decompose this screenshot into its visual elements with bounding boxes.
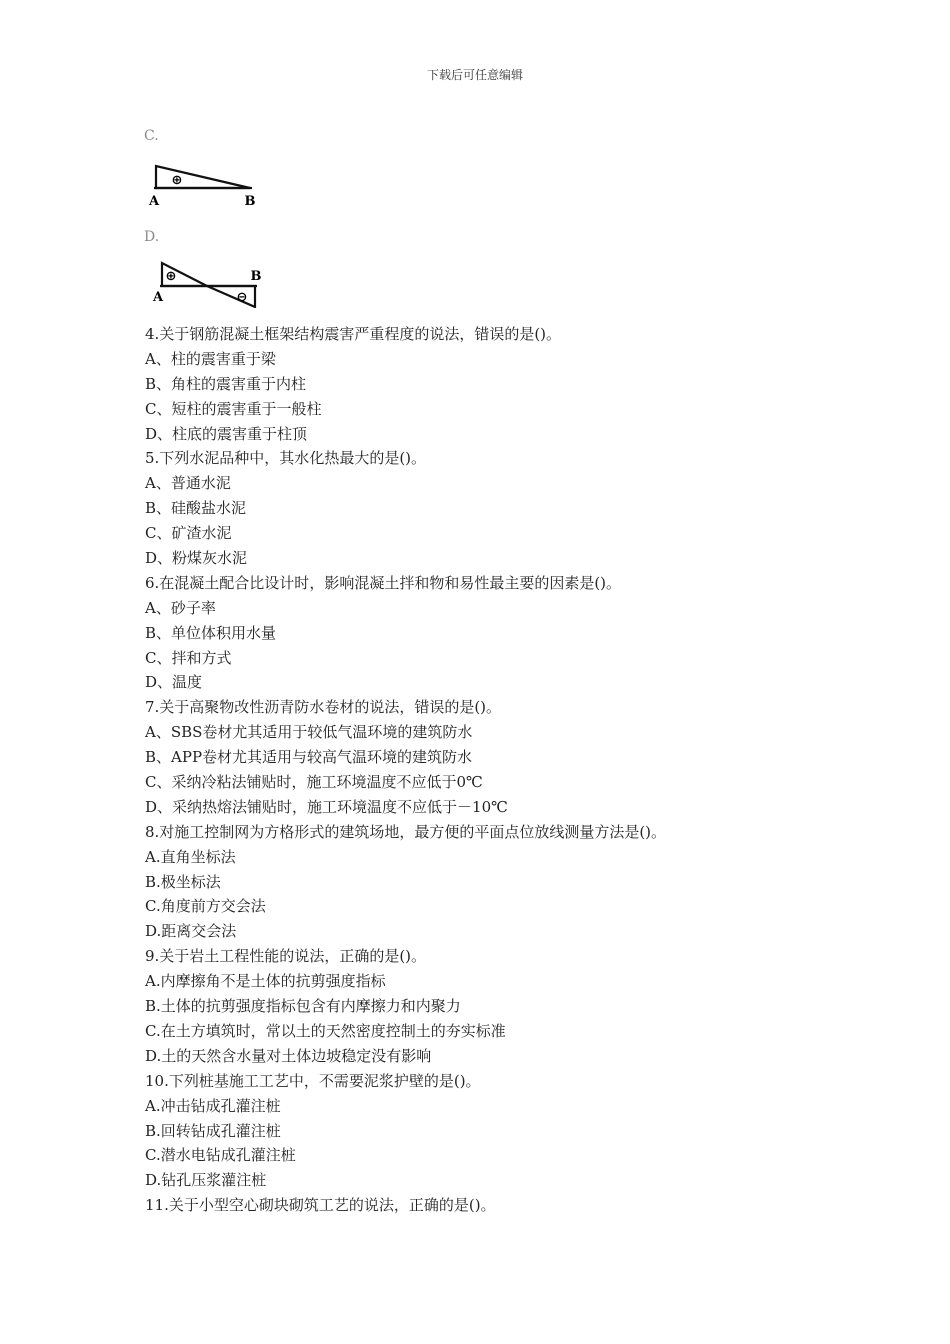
plus-sign: ⊕ — [165, 269, 177, 284]
q4-option-c: C、短柱的震害重于一般柱 — [145, 399, 322, 418]
q8-option-b: B.极坐标法 — [145, 872, 221, 891]
plus-sign: ⊕ — [171, 173, 183, 188]
q4-option-d: D、柱底的震害重于柱顶 — [145, 424, 308, 443]
q5-option-b: B、硅酸盐水泥 — [145, 499, 247, 518]
q9-option-a: A.内摩擦角不是土体的抗剪强度指标 — [145, 972, 386, 991]
option-d-diagram — [144, 258, 274, 308]
q10-option-b: B.回转钻成孔灌注桩 — [145, 1121, 281, 1140]
point-a-label: A — [148, 194, 160, 209]
moment-triangle-negative — [207, 286, 255, 307]
question-8-stem: 8.对施工控制网为方格形式的建筑场地，最方便的平面点位放线测量方法是()。 — [145, 822, 667, 841]
minus-sign: ⊖ — [236, 290, 248, 305]
option-c-diagram — [144, 160, 264, 210]
question-9-stem: 9.关于岩土工程性能的说法，正确的是()。 — [145, 947, 427, 966]
q9-option-b: B.土体的抗剪强度指标包含有内摩擦力和内聚力 — [145, 997, 461, 1016]
q6-option-d: D、温度 — [145, 673, 203, 692]
question-4-stem: 4.关于钢筋混凝土框架结构震害严重程度的说法，错误的是()。 — [145, 325, 562, 343]
q7-option-a: A、SBS卷材尤其适用于较低气温环境的建筑防水 — [145, 723, 473, 742]
question-7-stem: 7.关于高聚物改性沥青防水卷材的说法，错误的是()。 — [145, 698, 502, 717]
option-c-label: C. — [144, 128, 159, 144]
q6-option-a: A、砂子率 — [145, 598, 216, 617]
question-list — [145, 322, 925, 1218]
q4-option-b: B、角柱的震害重于内柱 — [145, 374, 307, 393]
q5-option-d: D、粉煤灰水泥 — [145, 549, 248, 568]
q5-option-a: A、普通水泥 — [145, 474, 231, 493]
point-b-label: B — [244, 194, 256, 209]
point-a-label: A — [152, 290, 164, 305]
question-10-stem: 10.下列桩基施工工艺中，不需要泥浆护壁的是()。 — [145, 1071, 481, 1090]
q7-option-b: B、APP卷材尤其适用与较高气温环境的建筑防水 — [145, 748, 473, 767]
page-header: 下载后可任意编辑 — [426, 68, 523, 82]
q8-option-c: C.角度前方交会法 — [145, 897, 266, 916]
q9-option-d: D.土的天然含水量对土体边坡稳定没有影响 — [145, 1046, 432, 1065]
question-5-stem: 5.下列水泥品种中，其水化热最大的是()。 — [145, 449, 427, 468]
q10-option-a: A.冲击钻成孔灌注桩 — [145, 1096, 281, 1115]
question-6-stem: 6.在混凝土配合比设计时，影响混凝土拌和物和易性最主要的因素是()。 — [145, 573, 622, 592]
q8-option-d: D.距离交会法 — [145, 922, 237, 941]
q8-option-a: A.直角坐标法 — [145, 847, 236, 866]
q10-option-d: D.钻孔压浆灌注桩 — [145, 1171, 267, 1190]
q6-option-b: B、单位体积用水量 — [145, 623, 277, 642]
q6-option-c: C、拌和方式 — [145, 648, 232, 667]
q4-option-a: A、柱的震害重于梁 — [145, 349, 276, 368]
option-d-label: D. — [144, 229, 160, 245]
moment-triangle-positive — [156, 166, 250, 188]
q10-option-c: C.潜水电钻成孔灌注桩 — [145, 1146, 296, 1165]
q5-option-c: C、矿渣水泥 — [145, 524, 232, 543]
question-11-stem: 11.关于小型空心砌块砌筑工艺的说法，正确的是()。 — [145, 1196, 496, 1215]
q9-option-c: C.在土方填筑时，常以土的天然密度控制土的夯实标准 — [145, 1021, 506, 1040]
q7-option-d: D、采纳热熔法铺贴时，施工环境温度不应低于－10℃ — [145, 797, 508, 816]
q7-option-c: C、采纳冷粘法铺贴时，施工环境温度不应低于0℃ — [145, 773, 483, 792]
point-b-label: B — [250, 269, 262, 284]
